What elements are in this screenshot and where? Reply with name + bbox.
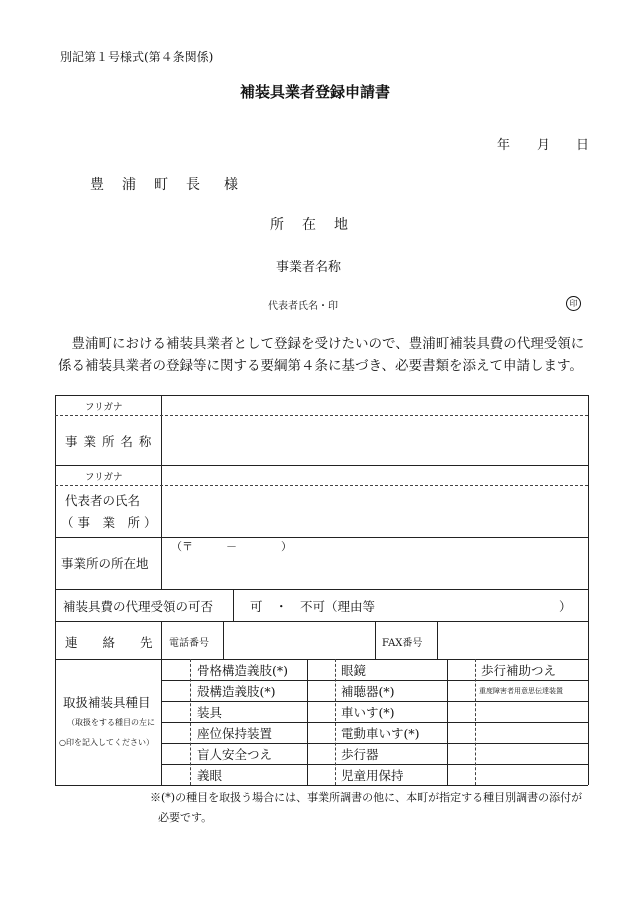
phone-field[interactable] [224,622,374,658]
representative-label: 代表者氏名・印 [268,301,338,312]
proxy-options[interactable]: 可 ・ 不可（理由等 [250,599,376,614]
types-check-column-1[interactable] [162,660,189,784]
types-note-1: （取扱をする種目の左に [67,718,155,727]
types-note-2: ○印を記入してください） [59,738,154,747]
footnote-line-1: ※(*)の種目を取扱う場合には、事業所調書の他に、本町が指定する種目別調書の添付が [150,791,583,804]
office-address-label: 事業所の所在地 [61,556,149,571]
item-walker: 歩行器 [341,747,379,762]
business-name-label: 事業者名称 [276,260,342,275]
rep-name-sublabel: （ 事 業 所 ） [61,515,157,530]
postal-code-field[interactable]: （〒 － ） [171,540,292,553]
item-white-cane: 盲人安全つえ [197,747,273,762]
date-month: 月 [537,138,551,153]
addressee-honorific: 様 [224,177,240,193]
fax-label: FAX番号 [382,638,423,649]
footnote [150,788,590,828]
seal-mark: 印 [566,296,581,311]
form-title: 補装具業者登録申請書 [239,83,390,101]
types-check-column-2[interactable] [308,660,334,784]
item-shell-prosthesis: 殻構造義肢(*) [197,684,276,699]
contact-label: 連 絡 先 [65,635,153,650]
phone-label: 電話番号 [169,638,209,649]
footnote-line-2: 必要です。 [158,811,213,824]
addressee [90,174,240,194]
furigana-label: フリガナ [85,402,123,413]
rep-name-field[interactable] [163,486,587,536]
item-seating-device: 座位保持装置 [197,726,273,741]
item-wheelchair: 車いす(*) [341,705,395,720]
item-child-holder: 児童用保持 [341,768,404,783]
location-label: 所 在 地 [270,217,350,233]
date-day: 日 [576,138,590,153]
rep-name-label: 代表者の氏名 [65,493,141,508]
proxy-close: ） [559,599,572,614]
registration-table [55,395,588,785]
item-artificial-eye: 義眼 [197,768,223,783]
item-glasses: 眼鏡 [341,663,367,678]
item-orthosis: 装具 [197,705,223,720]
proxy-label: 補装具費の代理受領の可否 [63,599,214,614]
item-walking-cane: 歩行補助つえ [481,663,557,678]
item-electric-wheelchair: 電動車いす(*) [341,726,420,741]
application-statement: 豊浦町における補装具業者として登録を受けたいので、豊浦町補装具費の代理受領に係る補装具業者の登録等に関する要綱第４条に基づき、必要書類を添えて申請します。 [58,336,585,374]
furigana-label-2: フリガナ [85,472,123,483]
fax-field[interactable] [438,622,587,658]
form-id: 別記第１号様式(第４条関係) [60,50,214,64]
types-label: 取扱補装具種目 [63,695,151,710]
addressee-name: 豊 浦 町 長 [90,177,202,193]
item-hearing-aid: 補聴器(*) [341,684,395,699]
office-name-label: 事 業 所 名 称 [65,434,153,449]
office-name-field[interactable] [163,416,587,464]
types-check-column-3[interactable] [448,660,474,784]
date-year: 年 [497,138,511,153]
item-skeletal-prosthesis: 骨格構造義肢(*) [197,663,289,678]
item-communication-device: 重度障害者用意思伝達装置 [479,687,563,695]
